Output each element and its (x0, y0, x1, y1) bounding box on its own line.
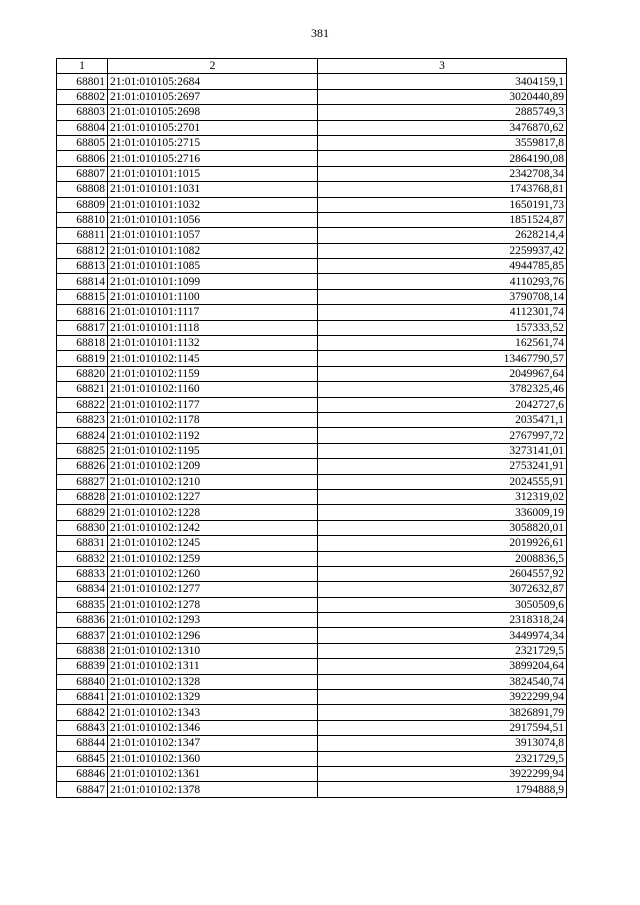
cadastral-number-cell: 21:01:010101:1099 (108, 274, 318, 289)
cadastral-number-cell: 21:01:010105:2701 (108, 120, 318, 135)
value-cell: 3072632,87 (318, 582, 567, 597)
cadastral-number-cell: 21:01:010102:1192 (108, 428, 318, 443)
row-number-cell: 68812 (57, 243, 108, 258)
header-row (57, 59, 567, 74)
table-row (57, 705, 567, 720)
cadastral-number-cell: 21:01:010102:1195 (108, 443, 318, 458)
table-row (57, 182, 567, 197)
cadastral-number-cell: 21:01:010102:1378 (108, 782, 318, 797)
cadastral-number-cell: 21:01:010101:1015 (108, 166, 318, 181)
value-cell: 4112301,74 (318, 305, 567, 320)
registry-table (56, 58, 567, 798)
cadastral-number-cell: 21:01:010101:1082 (108, 243, 318, 258)
cadastral-number-cell: 21:01:010102:1160 (108, 382, 318, 397)
value-cell: 1794888,9 (318, 782, 567, 797)
value-cell: 3790708,14 (318, 289, 567, 304)
row-number-cell: 68847 (57, 782, 108, 797)
cadastral-number-cell: 21:01:010102:1178 (108, 412, 318, 427)
table-row (57, 336, 567, 351)
cadastral-number-cell: 21:01:010102:1361 (108, 766, 318, 781)
value-cell: 2035471,1 (318, 412, 567, 427)
value-cell: 3050509,6 (318, 597, 567, 612)
table-row (57, 766, 567, 781)
value-cell: 3449974,34 (318, 628, 567, 643)
row-number-cell: 68827 (57, 474, 108, 489)
value-cell: 1650191,73 (318, 197, 567, 212)
value-cell: 2019926,61 (318, 536, 567, 551)
table-row (57, 382, 567, 397)
table-row (57, 259, 567, 274)
cadastral-number-cell: 21:01:010102:1278 (108, 597, 318, 612)
value-cell: 312319,02 (318, 489, 567, 504)
table-body (57, 74, 567, 797)
table-row (57, 289, 567, 304)
value-cell: 3899204,64 (318, 659, 567, 674)
cadastral-number-cell: 21:01:010102:1296 (108, 628, 318, 643)
row-number-cell: 68839 (57, 659, 108, 674)
value-cell: 3782325,46 (318, 382, 567, 397)
table-row (57, 597, 567, 612)
cadastral-number-cell: 21:01:010105:2698 (108, 105, 318, 120)
value-cell: 2024555,91 (318, 474, 567, 489)
value-cell: 2753241,91 (318, 459, 567, 474)
cadastral-number-cell: 21:01:010102:1328 (108, 674, 318, 689)
row-number-cell: 68816 (57, 305, 108, 320)
cadastral-number-cell: 21:01:010105:2715 (108, 135, 318, 150)
cadastral-number-cell: 21:01:010102:1277 (108, 582, 318, 597)
row-number-cell: 68830 (57, 520, 108, 535)
cadastral-number-cell: 21:01:010102:1311 (108, 659, 318, 674)
row-number-cell: 68846 (57, 766, 108, 781)
row-number-cell: 68809 (57, 197, 108, 212)
row-number-cell: 68806 (57, 151, 108, 166)
table-row (57, 105, 567, 120)
value-cell: 2767997,72 (318, 428, 567, 443)
cadastral-number-cell: 21:01:010102:1145 (108, 351, 318, 366)
cadastral-number-cell: 21:01:010101:1031 (108, 182, 318, 197)
table-row (57, 674, 567, 689)
table-row (57, 536, 567, 551)
row-number-cell: 68803 (57, 105, 108, 120)
row-number-cell: 68822 (57, 397, 108, 412)
row-number-cell: 68831 (57, 536, 108, 551)
table-row (57, 166, 567, 181)
row-number-cell: 68820 (57, 366, 108, 381)
row-number-cell: 68815 (57, 289, 108, 304)
value-cell: 4110293,76 (318, 274, 567, 289)
header-cell-cadastral: 2 (108, 59, 318, 74)
value-cell: 2042727,6 (318, 397, 567, 412)
value-cell: 3273141,01 (318, 443, 567, 458)
row-number-cell: 68845 (57, 751, 108, 766)
table-row (57, 443, 567, 458)
row-number-cell: 68825 (57, 443, 108, 458)
cadastral-number-cell: 21:01:010102:1293 (108, 613, 318, 628)
table-row (57, 782, 567, 797)
table-row (57, 89, 567, 104)
header-cell-index: 1 (57, 59, 108, 74)
cadastral-number-cell: 21:01:010101:1057 (108, 228, 318, 243)
table-row (57, 428, 567, 443)
value-cell: 2049967,64 (318, 366, 567, 381)
table-row (57, 305, 567, 320)
row-number-cell: 68805 (57, 135, 108, 150)
table-row (57, 643, 567, 658)
value-cell: 162561,74 (318, 336, 567, 351)
table-row (57, 135, 567, 150)
value-cell: 2604557,92 (318, 566, 567, 581)
cadastral-number-cell: 21:01:010102:1347 (108, 736, 318, 751)
table-row (57, 489, 567, 504)
value-cell: 2864190,08 (318, 151, 567, 166)
cadastral-number-cell: 21:01:010101:1117 (108, 305, 318, 320)
table-row (57, 320, 567, 335)
value-cell: 1851524,87 (318, 212, 567, 227)
row-number-cell: 68801 (57, 74, 108, 89)
row-number-cell: 68808 (57, 182, 108, 197)
row-number-cell: 68811 (57, 228, 108, 243)
row-number-cell: 68828 (57, 489, 108, 504)
table-row (57, 520, 567, 535)
cadastral-number-cell: 21:01:010102:1329 (108, 690, 318, 705)
table-row (57, 505, 567, 520)
row-number-cell: 68826 (57, 459, 108, 474)
table-row (57, 751, 567, 766)
cadastral-number-cell: 21:01:010102:1242 (108, 520, 318, 535)
value-cell: 2321729,5 (318, 751, 567, 766)
value-cell: 2321729,5 (318, 643, 567, 658)
table-row (57, 551, 567, 566)
row-number-cell: 68838 (57, 643, 108, 658)
value-cell: 2628214,4 (318, 228, 567, 243)
table-row (57, 197, 567, 212)
table-row (57, 397, 567, 412)
table-row (57, 474, 567, 489)
row-number-cell: 68843 (57, 720, 108, 735)
row-number-cell: 68832 (57, 551, 108, 566)
table-row (57, 566, 567, 581)
row-number-cell: 68837 (57, 628, 108, 643)
table-row (57, 228, 567, 243)
row-number-cell: 68829 (57, 505, 108, 520)
cadastral-number-cell: 21:01:010102:1210 (108, 474, 318, 489)
value-cell: 2008836,5 (318, 551, 567, 566)
value-cell: 13467790,57 (318, 351, 567, 366)
cadastral-number-cell: 21:01:010102:1260 (108, 566, 318, 581)
value-cell: 3476870,62 (318, 120, 567, 135)
table-row (57, 582, 567, 597)
page-number: 381 (311, 26, 329, 40)
row-number-cell: 68836 (57, 613, 108, 628)
row-number-cell: 68804 (57, 120, 108, 135)
value-cell: 336009,19 (318, 505, 567, 520)
value-cell: 157333,52 (318, 320, 567, 335)
value-cell: 3922299,94 (318, 766, 567, 781)
row-number-cell: 68821 (57, 382, 108, 397)
row-number-cell: 68818 (57, 336, 108, 351)
table-row (57, 274, 567, 289)
row-number-cell: 68813 (57, 259, 108, 274)
value-cell: 3020440,89 (318, 89, 567, 104)
value-cell: 2917594,51 (318, 720, 567, 735)
row-number-cell: 68844 (57, 736, 108, 751)
cadastral-number-cell: 21:01:010102:1159 (108, 366, 318, 381)
value-cell: 2342708,34 (318, 166, 567, 181)
row-number-cell: 68840 (57, 674, 108, 689)
table-row (57, 736, 567, 751)
table-row (57, 690, 567, 705)
table-row (57, 412, 567, 427)
value-cell: 3824540,74 (318, 674, 567, 689)
cadastral-number-cell: 21:01:010105:2684 (108, 74, 318, 89)
row-number-cell: 68807 (57, 166, 108, 181)
table-row (57, 366, 567, 381)
value-cell: 3559817,8 (318, 135, 567, 150)
cadastral-number-cell: 21:01:010101:1118 (108, 320, 318, 335)
row-number-cell: 68819 (57, 351, 108, 366)
table-row (57, 720, 567, 735)
table-row (57, 659, 567, 674)
cadastral-number-cell: 21:01:010101:1100 (108, 289, 318, 304)
table-row (57, 628, 567, 643)
value-cell: 3404159,1 (318, 74, 567, 89)
row-number-cell: 68814 (57, 274, 108, 289)
cadastral-number-cell: 21:01:010101:1032 (108, 197, 318, 212)
value-cell: 2259937,42 (318, 243, 567, 258)
value-cell: 1743768,81 (318, 182, 567, 197)
cadastral-number-cell: 21:01:010105:2697 (108, 89, 318, 104)
cadastral-number-cell: 21:01:010102:1360 (108, 751, 318, 766)
table-row (57, 243, 567, 258)
table-row (57, 74, 567, 89)
table-row (57, 120, 567, 135)
table-row (57, 459, 567, 474)
cadastral-number-cell: 21:01:010102:1209 (108, 459, 318, 474)
row-number-cell: 68823 (57, 412, 108, 427)
row-number-cell: 68824 (57, 428, 108, 443)
cadastral-number-cell: 21:01:010102:1177 (108, 397, 318, 412)
header-cell-value: 3 (318, 59, 567, 74)
row-number-cell: 68841 (57, 690, 108, 705)
row-number-cell: 68834 (57, 582, 108, 597)
cadastral-number-cell: 21:01:010102:1310 (108, 643, 318, 658)
value-cell: 2885749,3 (318, 105, 567, 120)
value-cell: 4944785,85 (318, 259, 567, 274)
cadastral-number-cell: 21:01:010102:1259 (108, 551, 318, 566)
table-row (57, 212, 567, 227)
row-number-cell: 68810 (57, 212, 108, 227)
table-row (57, 351, 567, 366)
cadastral-number-cell: 21:01:010101:1132 (108, 336, 318, 351)
cadastral-number-cell: 21:01:010102:1245 (108, 536, 318, 551)
value-cell: 3913074,8 (318, 736, 567, 751)
cadastral-number-cell: 21:01:010102:1228 (108, 505, 318, 520)
cadastral-number-cell: 21:01:010101:1056 (108, 212, 318, 227)
table-row (57, 151, 567, 166)
cadastral-number-cell: 21:01:010102:1227 (108, 489, 318, 504)
value-cell: 2318318,24 (318, 613, 567, 628)
table-row (57, 613, 567, 628)
value-cell: 3922299,94 (318, 690, 567, 705)
value-cell: 3058820,01 (318, 520, 567, 535)
cadastral-number-cell: 21:01:010102:1343 (108, 705, 318, 720)
row-number-cell: 68817 (57, 320, 108, 335)
value-cell: 3826891,79 (318, 705, 567, 720)
cadastral-number-cell: 21:01:010105:2716 (108, 151, 318, 166)
row-number-cell: 68833 (57, 566, 108, 581)
cadastral-number-cell: 21:01:010102:1346 (108, 720, 318, 735)
row-number-cell: 68835 (57, 597, 108, 612)
row-number-cell: 68802 (57, 89, 108, 104)
cadastral-number-cell: 21:01:010101:1085 (108, 259, 318, 274)
row-number-cell: 68842 (57, 705, 108, 720)
